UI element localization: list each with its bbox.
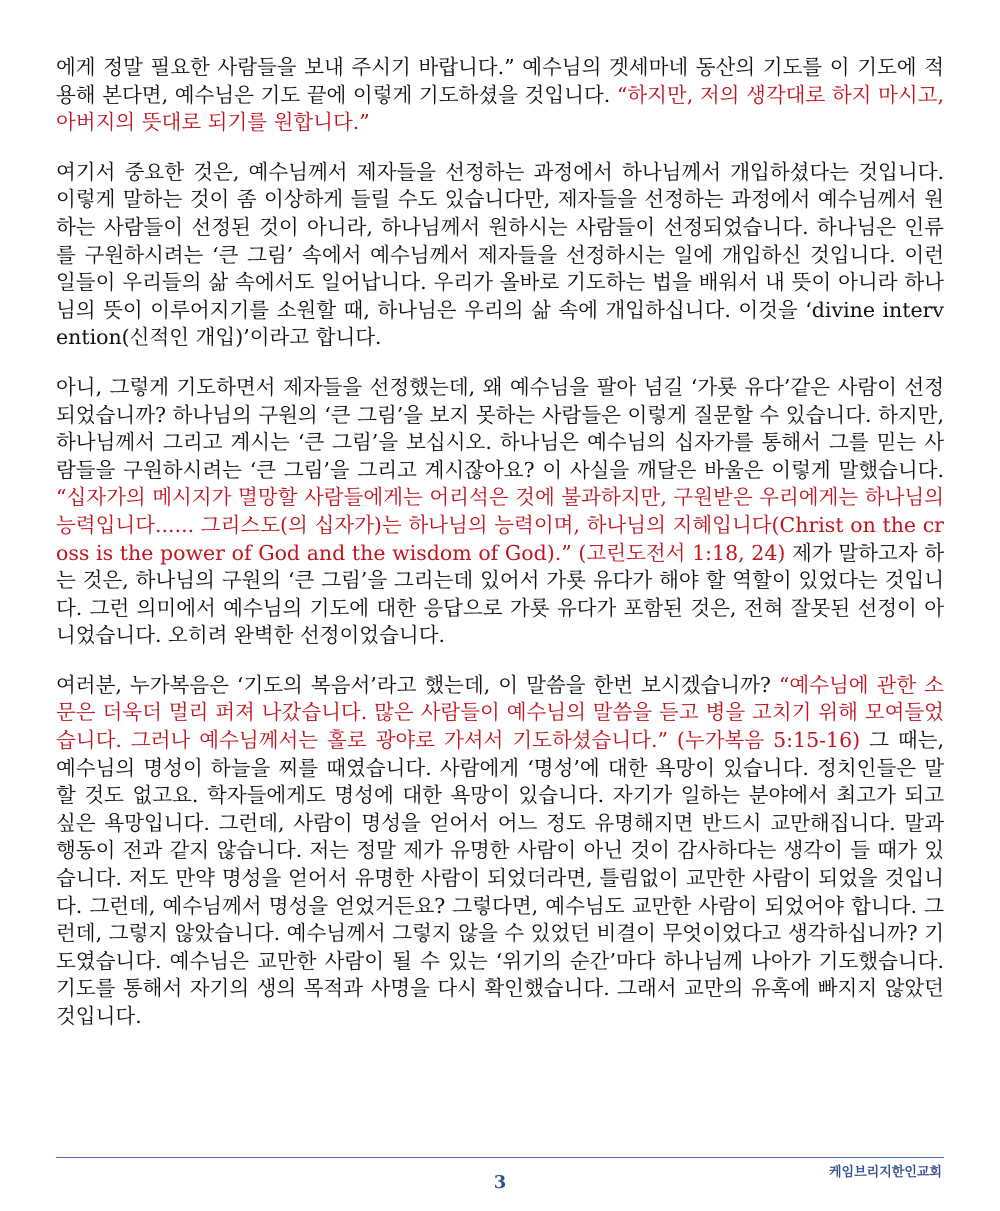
footer-divider: [56, 1157, 944, 1158]
paragraph-text: 여러분, 누가복음은 ‘기도의 복음서’라고 했는데, 이 말씀을 한번 보시겠습니까?: [56, 672, 779, 697]
paragraph-text: 에게 정말 필요한 사람들을 보내 주시기 바랍니다.” 예수님의 겟세마네 동산의 기도를 이 기도에 적용해 본다면, 예수님은 기도 끝에 이렇게 기도하셨을 것입니다.: [56, 55, 944, 107]
quote-text: “예수님에 관한 소문은 더욱더 멀리 퍼져 나갔습니다. 많은 사람들이 예수님의 말씀을 듣고 병을 고치기 위해 모여들었습니다. 그러나 예수님께서는 홀로 광야로 가셔서 기도하셨습니다.” (누가복음 5:15-16): [56, 672, 944, 753]
paragraph-1: [56, 54, 944, 137]
paragraph-text: 제가 말하고자 하는 것은, 하나님의 구원의 ‘큰 그림’을 그리는데 있어서 가룟 유다가 해야 할 역할이 있었다는 것입니다. 그런 의미에서 예수님의 기도에 대한 응답으로 가룟 유다가 포함된 것은, 전혀 잘못된 선정이 아니었습니다. 오히려 완벽한 선정이었습니다.: [56, 540, 944, 648]
footer-church-name: 케임브리지한인교회: [828, 1165, 942, 1180]
paragraph-4: [56, 672, 944, 1031]
paragraph-text: 그 때는, 예수님의 명성이 하늘을 찌를 때였습니다. 사람에게 ‘명성’에 대한 욕망이 있습니다. 정치인들은 말할 것도 없고요. 학자들에게도 명성에 대한 욕망이 있습니다. 자기가 일하는 분야에서 최고가 되고 싶은 욕망입니다. 그런데, 사람이 명성을 얻어서 어느 정도 유명해지면 반드시 교만해집니다. 말과 행동이 전과 같지 않습니다. 저는 정말 제가 유명한 사람이 아닌 것이 감사하다는 생각이 들 때가 있습니다. 저도 만약 명성을 얻어서 유명한 사람이 되었더라면, 틀림없이 교만한 사람이 되었을 것입니다. 그런데, 예수님께서 명성을 얻었거든요? 그렇다면, 예수님도 교만한 사람이 되었어야 합니다. 그런데, 그렇지 않았습니다. 예수님께서 그렇지 않을 수 있었던 비결이 무엇이었다고 생각하십니까? 기도였습니다. 예수님은 교만한 사람이 될 수 있는 ‘위기의 순간’마다 하나님께 나아가 기도했습니다. 기도를 통해서 자기의 생의 목적과 사명을 다시 확인했습니다. 그래서 교만의 유혹에 빠지지 않았던 것입니다.: [56, 728, 944, 1028]
paragraph-text: 여기서 중요한 것은, 예수님께서 제자들을 선정하는 과정에서 하나님께서 개입하셨다는 것입니다. 이렇게 말하는 것이 좀 이상하게 들릴 수도 있습니다만, 제자들을 선정하는 과정에서 예수님께서 원하는 사람들이 선정된 것이 아니라, 하나님께서 원하시는 사람들이 선정되었습니다. 하나님은 인류를 구원하시려는 ‘큰 그림’ 속에서 예수님께서 제자들을 선정하시는 일에 개입하신 것입니다. 이런 일들이 우리들의 삶 속에서도 일어납니다. 우리가 올바로 기도하는 법을 배워서 내 뜻이 아니라 하나님의 뜻이 이루어지기를 소원할 때, 하나님은 우리의 삶 속에 개입하십니다. 이것을 ‘divine intervention(신적인 개입)’이라고 합니다.: [56, 159, 944, 350]
body-text: [56, 54, 944, 1053]
quote-text: “하지만, 저의 생각대로 하지 마시고, 아버지의 뜻대로 되기를 원합니다.”: [56, 82, 944, 135]
page-number: 3: [493, 1172, 507, 1193]
paragraph-2: [56, 159, 944, 352]
paragraph-text: 아니, 그렇게 기도하면서 제자들을 선정했는데, 왜 예수님을 팔아 넘길 ‘가룟 유다’같은 사람이 선정되었습니까? 하나님의 구원의 ‘큰 그림’을 보지 못하는 사람들은 이렇게 질문할 수 있습니다. 하지만, 하나님께서 그리고 계시는 ‘큰 그림’을 보십시오. 하나님은 예수님의 십자가를 통해서 그를 믿는 사람들을 구원하시려는 ‘큰 그림’을 그리고 계시잖아요? 이 사실을 깨달은 바울은 이렇게 말했습니다.: [56, 374, 944, 482]
paragraph-3: [56, 374, 944, 650]
quote-text: “십자가의 메시지가 멸망할 사람들에게는 어리석은 것에 불과하지만, 구원받은 우리에게는 하나님의 능력입니다...... 그리스도(의 십자가)는 하나님의 능력이며, 하나님의 지혜입니다(Christ on the cross is the power of God and the wisdom of God).” (고린도전서 1:18, 24): [56, 485, 944, 565]
